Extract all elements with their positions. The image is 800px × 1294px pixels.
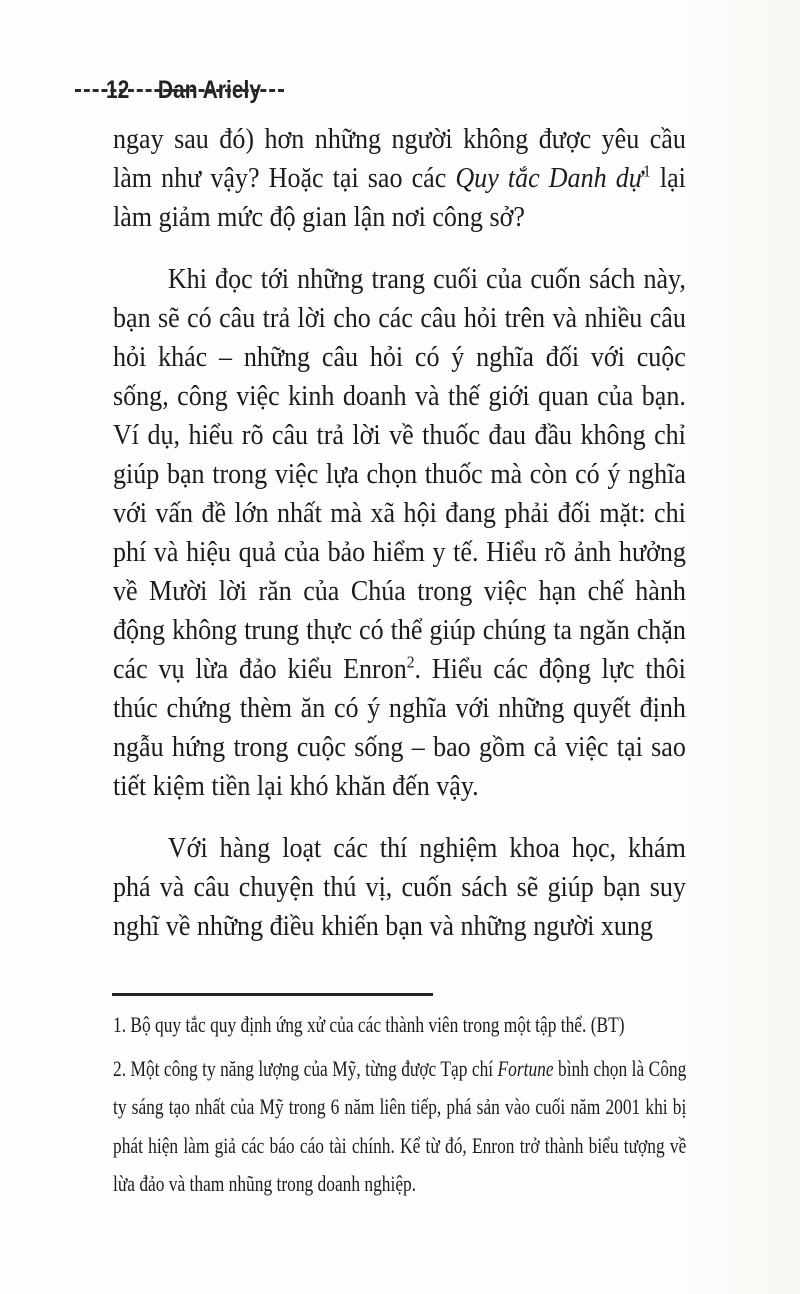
footnote xyxy=(113,1006,686,1045)
text-segment: bình chọn là Công ty sáng tạo nhất của Mỹ trong 6 năm liên tiếp, phá sản vào cuối năm 2001 khi bị phát hiện làm giả các báo cáo tài chính. Kể từ đó, Enron trở thành biểu tượng về lừa đảo và tham nhũng trong doanh nghiệp. xyxy=(113,1055,687,1196)
body-text xyxy=(113,120,686,969)
header-dashed-rule xyxy=(75,89,284,92)
page-number: 12 xyxy=(106,76,130,104)
italic-text-segment: Quy tắc Danh dự xyxy=(455,163,643,194)
text-segment: Khi đọc tới những trang cuối của cuốn sách này, bạn sẽ có câu trả lời cho các câu hỏi trên và nhiều câu hỏi khác – những câu hỏi có ý nghĩa đối với cuộc sống, công việc kinh doanh và thế giới quan của bạn. Ví dụ, hiểu rõ câu trả lời về thuốc đau đầu không chỉ giúp bạn trong việc lựa chọn thuốc mà còn có ý nghĩa với vấn đề lớn nhất mà xã hội đang phải đối mặt: chi phí và hiệu quả của bảo hiểm y tế. Hiểu rõ ảnh hưởng về Mười lời răn của Chúa trong việc hạn chế hành động không trung thực có thể giúp chúng ta ngăn chặn các vụ lừa đảo kiểu Enron xyxy=(113,264,686,685)
footnote-divider xyxy=(112,993,433,996)
paragraph xyxy=(113,120,686,237)
paragraph xyxy=(113,829,686,946)
text-segment: . Hiểu các động lực thôi thúc chứng thèm ăn có ý nghĩa với những quyết định ngẫu hứng trong cuộc sống – bao gồm cả việc tại sao tiết kiệm tiền lại khó khăn đến vậy. xyxy=(113,654,686,802)
footnotes xyxy=(113,1006,686,1209)
text-segment: 1. Bộ quy tắc quy định ứng xử của các thành viên trong một tập thể. (BT) xyxy=(113,1012,625,1037)
footnote-reference: 2 xyxy=(406,652,415,672)
footnote-reference: 1 xyxy=(642,161,651,181)
text-segment: ngay sau đó) hơn những người không được yêu cầu làm như vậy? Hoặc tại sao các xyxy=(113,124,686,194)
footnote xyxy=(113,1050,686,1204)
paragraph xyxy=(113,260,686,806)
text-segment: Với hàng loạt các thí nghiệm khoa học, khám phá và câu chuyện thú vị, cuốn sách sẽ giúp bạn suy nghĩ về những điều khiến bạn và những người xung xyxy=(113,833,686,942)
text-segment: lại làm giảm mức độ gian lận nơi công sở? xyxy=(113,163,686,233)
running-header-author: Dan Ariely xyxy=(157,76,262,104)
italic-text-segment: Fortune xyxy=(497,1055,554,1081)
text-segment: 2. Một công ty năng lượng của Mỹ, từng được Tạp chí xyxy=(113,1055,498,1081)
